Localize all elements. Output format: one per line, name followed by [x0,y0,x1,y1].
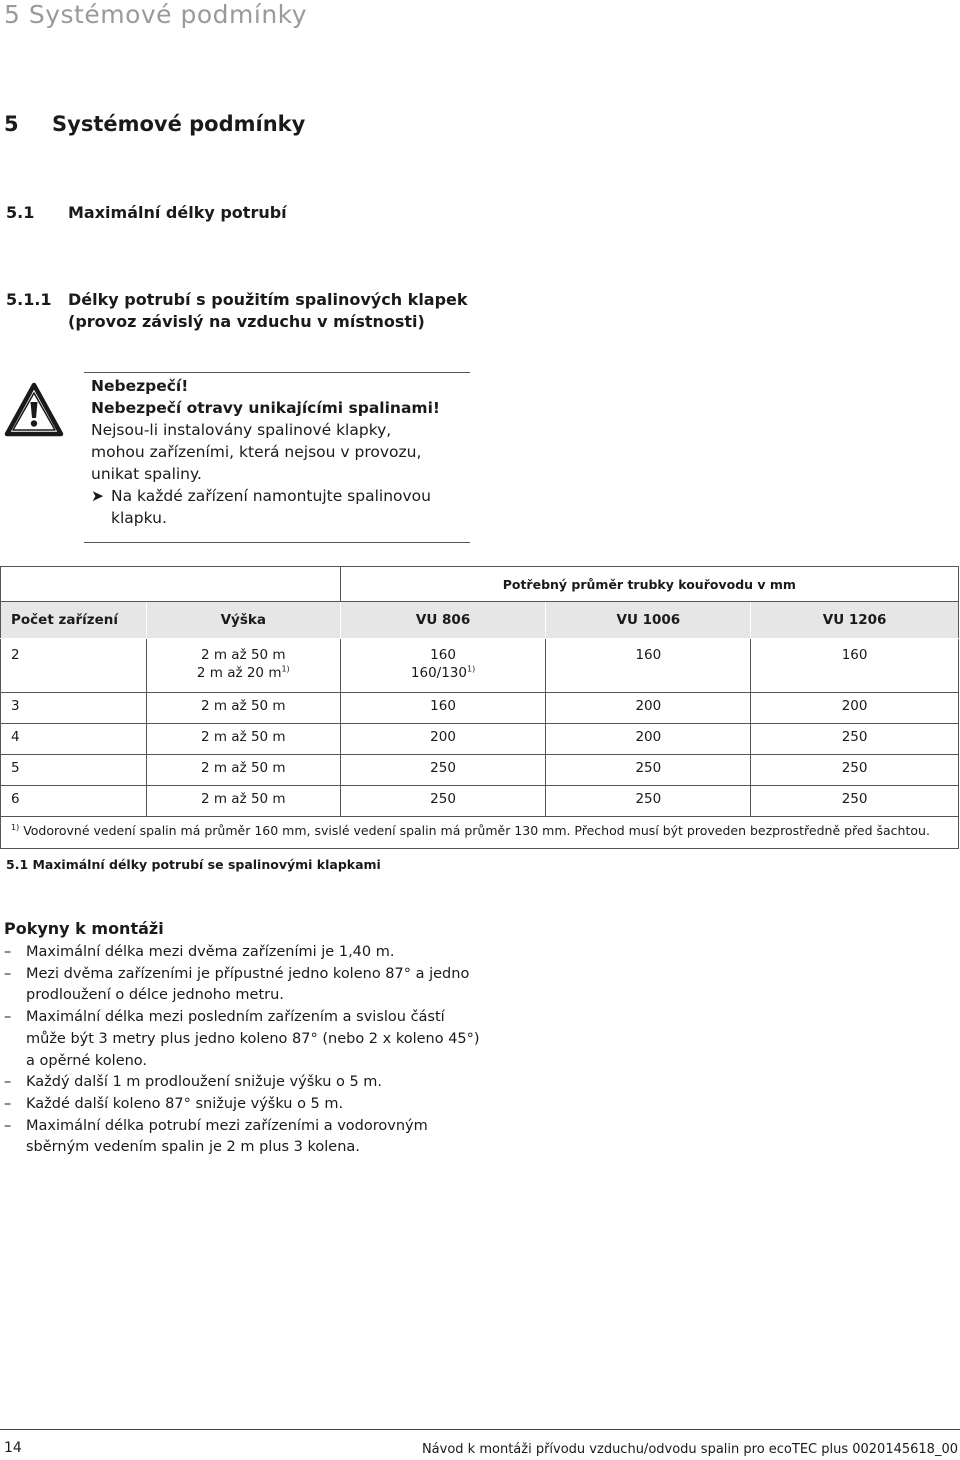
warning-body-line: mohou zařízeními, která nejsou v provozu, [91,443,422,461]
warning-title: Nebezpečí! [91,377,189,395]
running-head: 5 Systémové podmínky [4,0,308,29]
table-cell: 3 [1,693,147,724]
dash-marker: – [4,1095,12,1112]
table-header-row [1,602,959,639]
footer-title: Návod k montáži přívodu vzduchu/odvodu spalin pro ecoTEC plus 0020145618_00 [421,1442,958,1457]
instructions-title: Pokyny k montáži [4,919,164,938]
table-cell: 250 [546,755,751,786]
table-row [1,724,959,755]
dash-marker: – [4,1117,12,1134]
section-heading [4,112,305,136]
warning-top-rule [84,372,470,373]
list-item: – Maximální délka mezi dvěma zařízeními je 1,40 m. [4,942,484,964]
subsubsection-number: 5.1.1 [6,290,52,309]
warning-subtitle: Nebezpečí otravy unikajícími spalinami! [91,399,440,417]
section-title: Systémové podmínky [52,112,306,136]
table-caption: 5.1 Maximální délky potrubí se spalinovými klapkami [6,857,381,872]
subsubsection-title-line2: (provoz závislý na vzduchu v místnosti) [68,312,425,331]
table-row [1,786,959,817]
dash-marker: – [4,1009,12,1026]
subsection-heading [6,203,287,222]
subsubsection-heading [6,289,468,333]
table-cell: 250 [340,755,546,786]
instructions-list [4,942,484,1159]
column-header: Výška [146,602,340,639]
column-header: VU 806 [340,602,546,639]
table-cell: 200 [546,724,751,755]
column-header: VU 1206 [751,602,959,639]
warning-step-line: klapku. [111,509,167,527]
list-item: – Maximální délka mezi posledním zařízením a svislou částí může být 3 metry plus jedno koleno 87° (nebo 2 x koleno 45°) a opěrné koleno. [4,1009,480,1069]
warning-triangle-icon [4,382,64,438]
table-cell: 200 [751,693,959,724]
table-cell: 2 m až 50 m [146,786,340,817]
table-cell: 5 [1,755,147,786]
warning-box [91,375,476,529]
footer-rule [0,1429,960,1430]
footnote-mark: 1) [467,664,476,674]
table-group-header: Potřebný průměr trubky kouřovodu v mm [340,567,958,602]
subsection-number: 5.1 [6,203,35,222]
footnote-mark: 1) [281,664,290,674]
warning-body-line: unikat spaliny. [91,465,202,483]
warning-step [91,485,476,529]
column-header: Počet zařízení [1,602,147,639]
table-footnote [1,817,959,849]
dash-marker: – [4,944,12,960]
table-cell: 2 m až 50 m [146,724,340,755]
table-cell: 6 [1,786,147,817]
subsection-title: Maximální délky potrubí [68,203,287,222]
table-row [1,693,959,724]
table-cell: 4 [1,724,147,755]
table-cell: 160 [546,639,751,693]
table-cell: 250 [751,786,959,817]
table-cell: 250 [751,724,959,755]
warning-body-line: Nejsou-li instalovány spalinové klapky, [91,421,392,439]
table-cell: 160 [340,693,546,724]
subsubsection-title-line1: Délky potrubí s použitím spalinových klapek [68,290,468,309]
table-cell: 200 [546,693,751,724]
list-item: – Každý další 1 m prodloužení snižuje výšku o 5 m. [4,1072,484,1094]
table-cell: 2 m až 50 m [146,693,340,724]
footnote-text: Vodorovné vedení spalin má průměr 160 mm, svislé vedení spalin má průměr 130 mm. Přechod musí být proveden bezprostředně před šachtou. [23,823,930,838]
warning-bottom-rule [84,542,470,543]
table-cell: 250 [340,786,546,817]
table-cell: 160 160/130$^{1)}$ [340,639,546,693]
table-cell: 2 [1,639,147,693]
column-header: VU 1006 [546,602,751,639]
table-cell: 250 [751,755,959,786]
table-row [1,639,959,693]
dash-marker: – [4,965,12,982]
warning-step-line: Na každé zařízení namontujte spalinovou [111,487,431,505]
table-cell: 200 [340,724,546,755]
table-footnote-row [1,817,959,849]
section-number: 5 [4,112,19,136]
table-group-header-row [1,567,959,602]
list-item: – Mezi dvěma zařízeními je přípustné jedno koleno 87° a jedno prodloužení o délce jednoho metru. [4,965,470,1004]
arrow-right-icon: ➤ [91,487,104,505]
table-cell: 160 [751,639,959,693]
footnote-mark: 1) [11,822,20,832]
table-cell: 250 [546,786,751,817]
table-cell: 2 m až 50 m 2 m až 20 $m^{1)}$ [146,639,340,693]
pipe-diameter-table [0,566,959,849]
table-row [1,755,959,786]
table-cell: 2 m až 50 m [146,755,340,786]
list-item: – Každé další koleno 87° snižuje výšku o 5 m. [4,1094,484,1116]
list-item: – Maximální délka potrubí mezi zařízeními a vodorovným sběrným vedením spalin je 2 m plus 3 kolena. [4,1117,428,1156]
page-number: 14 [4,1440,22,1456]
dash-marker: – [4,1074,12,1091]
